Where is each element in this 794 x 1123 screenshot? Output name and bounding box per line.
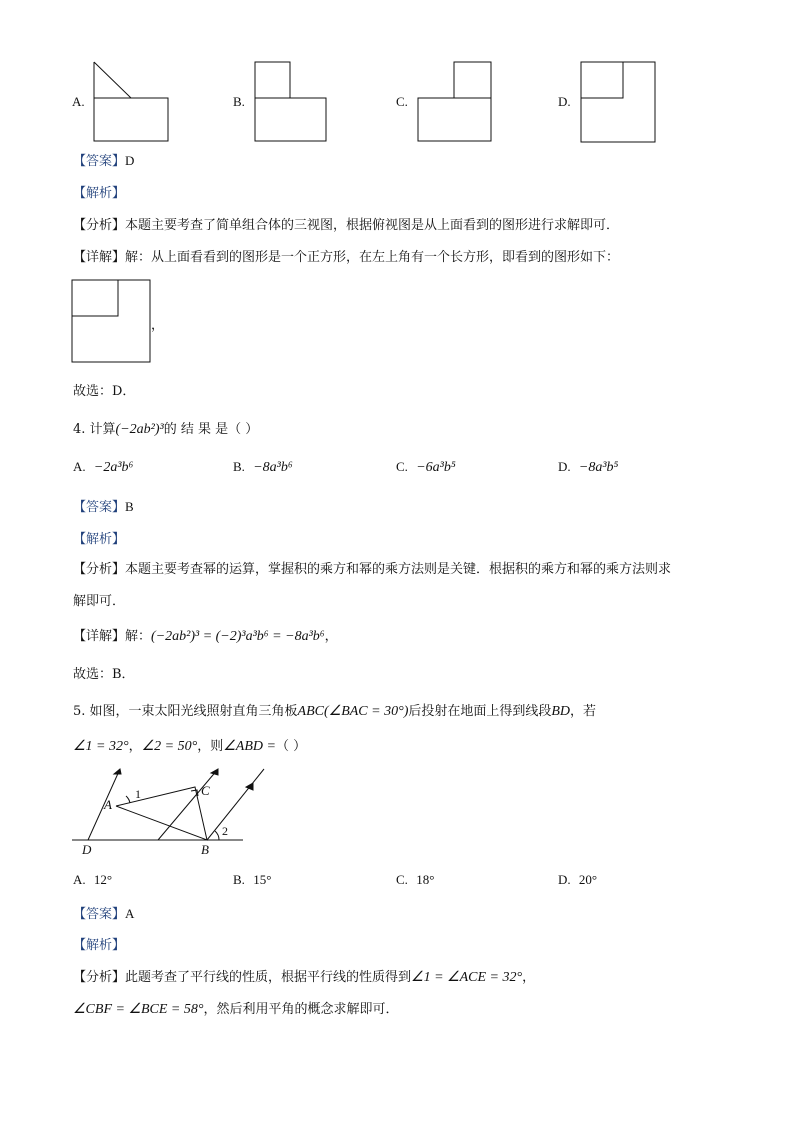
option-label: D. [558, 872, 571, 887]
option-value: 12° [93, 872, 113, 887]
option-label: C. [396, 872, 408, 887]
answer-tag: 【答案】 [73, 907, 126, 922]
q5-stem-math: ∠ABD = [223, 739, 276, 754]
q5-stem-math: ∠1 = 32° [73, 739, 129, 754]
q5-stem-math: BD [551, 704, 571, 719]
fenxi-tag: 【分析】 [73, 218, 126, 233]
q5-fenxi-line1 [73, 966, 535, 986]
q4-expression: (−2ab²)³ [115, 422, 164, 437]
xiangjie-expression: (−2ab²)³ = (−2)³a³b⁶ = −8a³b⁶ [151, 629, 325, 644]
answer-value: B [125, 499, 134, 514]
option-label: A. [73, 459, 86, 474]
q3-option-c-label: C. [396, 94, 408, 109]
q3-solution-comma: ， [151, 318, 165, 333]
option-value: 20° [578, 872, 598, 887]
option-value: −2a³b⁶ [93, 460, 134, 475]
q5-stem-text: ， [128, 739, 142, 754]
q5-option-c [396, 872, 434, 888]
fenxi-text: 本题主要考查了简单组合体的三视图，根据俯视图是从上面看到的图形进行求解即可． [125, 218, 620, 233]
fenxi-text: ， [522, 970, 536, 985]
q4-fenxi-line2: 解即可． [73, 594, 126, 609]
xiangjie-tag: 【详解】 [73, 250, 126, 265]
q4-choose: 故选：B． [73, 667, 135, 682]
option-value: 15° [253, 872, 272, 887]
q4-stem-suffix: 的 结 果 是（ ） [163, 422, 259, 437]
q5-stem-text: ，则 [197, 739, 224, 754]
xiangjie-tag: 【详解】 [73, 629, 126, 644]
q3-analysis-tag: 【解析】 [73, 186, 126, 201]
q5-point-b: B [201, 842, 209, 857]
fenxi-tag: 【分析】 [73, 970, 126, 985]
q5-answer [73, 903, 134, 922]
fenxi-tag: 【分析】 [73, 562, 126, 577]
option-value: −8a³b⁶ [253, 460, 293, 475]
fenxi-math: ∠1 = ∠ACE = 32° [411, 970, 523, 985]
q5-point-a: A [104, 797, 112, 812]
q5-stem-text: ，若 [570, 704, 597, 719]
option-value: −8a³b⁵ [578, 460, 619, 475]
option-value: −6a³b⁵ [416, 460, 456, 475]
xiangjie-text: 解：从上面看看到的图形是一个正方形，在左上角有一个长方形，即看到的图形如下： [125, 250, 620, 265]
option-label: B. [233, 459, 245, 474]
q5-angle-1-label: 1 [135, 787, 141, 801]
q5-fenxi-line2 [73, 998, 399, 1018]
xiangjie-suffix: ， [324, 629, 338, 644]
q5-option-b [233, 872, 271, 888]
option-label: B. [233, 872, 245, 887]
q5-option-d [558, 872, 597, 888]
q5-stem-math: ∠2 = 50° [141, 739, 198, 754]
fenxi-text: ，然后利用平角的概念求解即可． [203, 1002, 399, 1017]
q5-stem-text: 后投射在地面上得到线段 [408, 704, 552, 719]
answer-tag: 【答案】 [73, 500, 126, 515]
q5-stem-math: ABC(∠BAC = 30°) [297, 704, 409, 719]
option-label: A. [73, 872, 86, 887]
fenxi-text: 此题考查了平行线的性质，根据平行线的性质得到 [125, 970, 412, 985]
option-label: D. [558, 459, 571, 474]
q3-option-a-label: A. [72, 94, 85, 109]
answer-tag: 【答案】 [73, 154, 126, 169]
q4-stem-prefix: 4. 计算 [73, 422, 116, 437]
q4-analysis-tag: 【解析】 [73, 532, 126, 547]
xiangjie-prefix: 解： [125, 629, 152, 644]
q5-option-a [73, 872, 112, 888]
q3-option-d-label: D. [558, 94, 571, 109]
answer-value: D [125, 153, 135, 168]
option-label: C. [396, 459, 408, 474]
q5-point-d: D [82, 842, 92, 857]
fenxi-text: 本题主要考查幂的运算，掌握积的乘方和幂的乘方法则是关键．根据积的乘方和幂的乘方法则求 [125, 562, 672, 577]
q5-angle-2-label: 2 [222, 824, 228, 838]
q5-stem-text: （ ） [275, 739, 307, 754]
option-value: 18° [416, 872, 435, 887]
q3-choose: 故选：D． [73, 384, 136, 399]
fenxi-math: ∠CBF = ∠BCE = 58° [73, 1002, 204, 1017]
q5-stem-text: 5. 如图，一束太阳光线照射直角三角板 [73, 704, 298, 719]
q3-option-b-label: B. [233, 94, 245, 109]
q5-point-c: C [201, 783, 210, 798]
q5-analysis-tag: 【解析】 [73, 938, 126, 953]
answer-value: A [125, 906, 135, 921]
